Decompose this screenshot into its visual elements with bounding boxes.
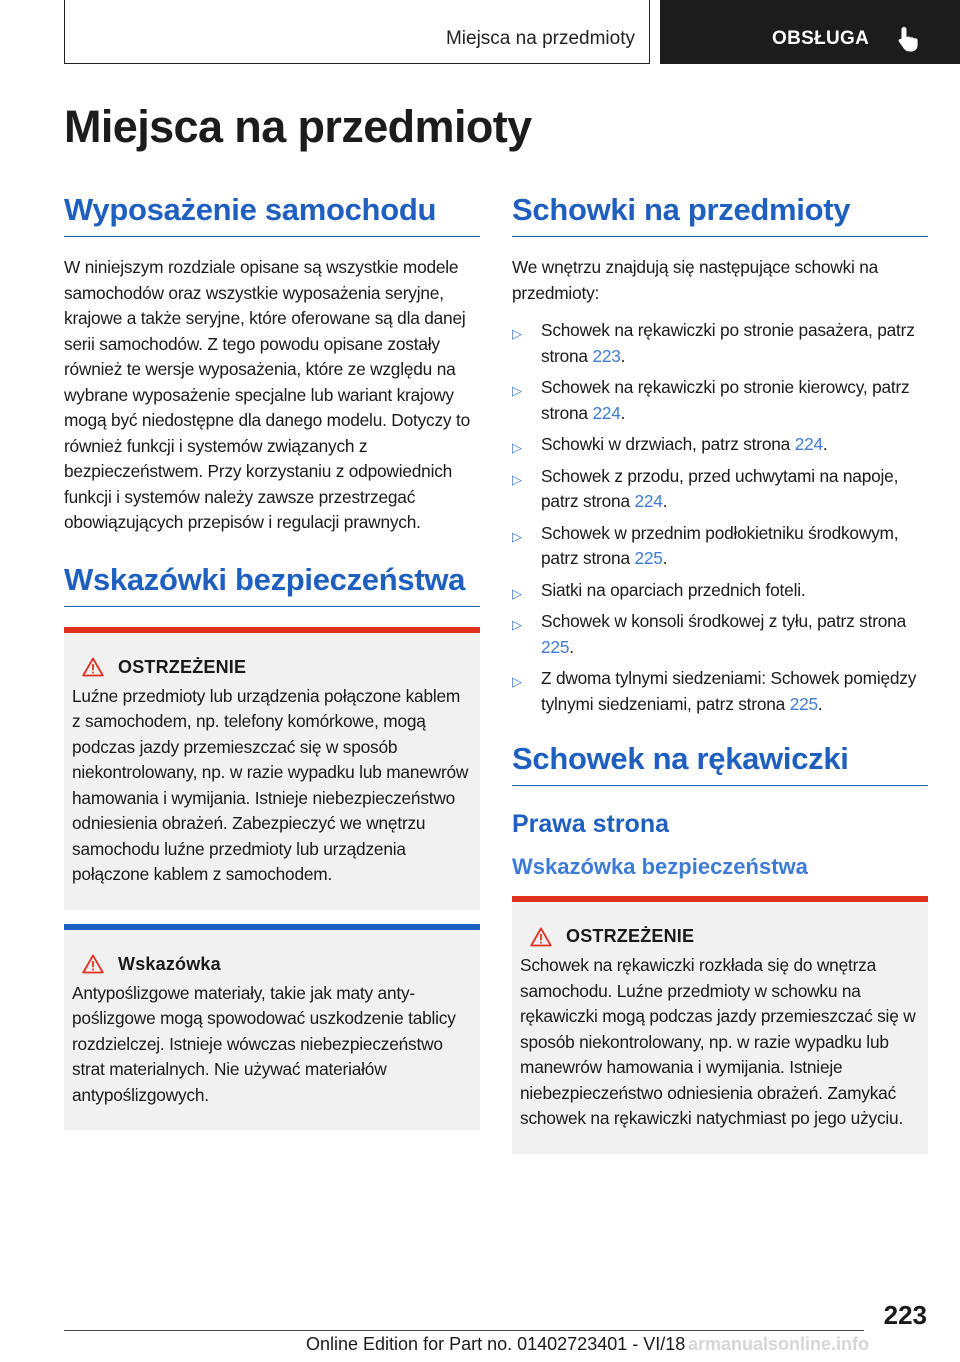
note-title: Wskazówka <box>118 953 221 974</box>
list-item: ▷ Schowki w drzwiach, patrz strona 224. <box>512 432 928 458</box>
heading-safety-notes: Wskazówki bezpieczeństwa <box>64 560 480 607</box>
equipment-intro-text: W niniejszym rozdziale opisane są wszystkie modele samochodów oraz wszystkie wyposażenia seryjne, krajowe a także seryjne, które oferowane są dla danej serii samochodów. Z tego powodu opisane zostały również te wersje wyposażenia, które ze względu na wybrane wyposażenie specjalne lub wariant krajowy mogą być niedostępne dla danego modelu. Dotyczy to również funkcji i systemów związanych z bezpieczeństwem. Przy korzystaniu z odpowiednich funkcji i systemów należy zawsze przestrzegać obowiązujących przepisów i regulacji prawnych. <box>64 257 470 532</box>
list-item: ▷ Siatki na oparciach przednich foteli. <box>512 578 928 604</box>
page-reference-link[interactable]: 224 <box>794 434 823 454</box>
footer-edition-text: Online Edition for Part no. 01402723401 - VI/18 <box>306 1334 686 1354</box>
page-reference-link[interactable]: 225 <box>541 636 570 657</box>
heading-glove-box: Schowek na rękawiczki <box>512 739 928 786</box>
chapter-tab[interactable] <box>660 0 960 64</box>
header-section-title: Miejsca na przedmioty <box>445 28 635 49</box>
header-section-box <box>64 0 650 64</box>
page-reference-link[interactable]: 225 <box>789 693 818 714</box>
watermark: armanualsonline.info <box>688 1334 870 1354</box>
page-number: 223 <box>883 1300 927 1330</box>
footer-divider <box>64 1330 864 1331</box>
list-item: ▷ Schowek w konsoli środkowej z tyłu, patrz strona 225. <box>512 611 906 657</box>
page-title: Miejsca na przedmioty <box>64 101 532 152</box>
storage-intro-text: We wnętrzu znajdują się następujące schowki na przedmioty: <box>512 257 879 303</box>
page-reference-link[interactable]: 225 <box>634 548 663 568</box>
triangle-bullet-icon: ▷ <box>512 471 522 487</box>
warning-title: OSTRZEŻENIE <box>118 656 247 677</box>
triangle-bullet-icon: ▷ <box>512 326 522 341</box>
chapter-tab-label: OBSŁUGA <box>772 28 870 49</box>
note-box <box>64 924 480 1131</box>
page-reference-link[interactable]: 224 <box>592 402 621 423</box>
glovebox-warning-title: OSTRZEŻENIE <box>566 926 695 946</box>
triangle-bullet-icon: ▷ <box>512 674 522 689</box>
heading-right-side: Prawa strona <box>512 810 670 838</box>
warning-triangle-icon <box>82 657 104 677</box>
storage-list <box>512 318 928 717</box>
page-reference-link[interactable]: 224 <box>634 491 663 511</box>
list-item: ▷ Schowek z przodu, przed uchwytami na napoje, patrz strona 224. <box>512 465 899 511</box>
warning-box <box>64 627 480 910</box>
triangle-bullet-icon: ▷ <box>512 440 522 455</box>
triangle-bullet-icon: ▷ <box>512 617 522 632</box>
warning-text: Luźne przedmioty lub urządzenia połączone kablem z samochodem, np. telefony komórkowe, mogą podczas jazdy przemieszczać się w sposób niekontrolowany, np. w razie wypadku lub manewrów hamowania i wymijania. Istnieje niebezpieczeństwo odniesienia obrażeń. Zabezpieczyć we wnętrzu samochodu luźne przedmioty lub urządzenia połączone kablem z samochodem. <box>72 685 469 884</box>
page-reference-link[interactable]: 223 <box>592 345 621 366</box>
triangle-bullet-icon: ▷ <box>512 383 522 398</box>
list-item: ▷ Schowek na rękawiczki po stronie pasażera, patrz strona 223. <box>512 320 915 366</box>
right-column <box>512 190 928 1154</box>
triangle-bullet-icon: ▷ <box>512 585 522 601</box>
triangle-bullet-icon: ▷ <box>512 528 522 544</box>
glovebox-warning-box <box>512 896 928 1154</box>
heading-safety-note: Wskazówka bezpieczeństwa <box>512 854 808 879</box>
heading-storage-compartments: Schowki na przedmioty <box>512 190 928 237</box>
glovebox-warning-text: Schowek na rękawiczki rozkłada się do wnętrza samochodu. Luźne przedmioty w schowku na rękawiczki mogą podczas jazdy przemieszczać się w sposób niekontrolowany, np. w razie wypadku lub manewrów hamowania i wymijania. Istnieje niebezpieczeństwo odniesienia obrażeń. Zamykać schowek na rękawiczki natychmiast po jego użyciu. <box>520 955 916 1128</box>
heading-equipment: Wyposażenie samochodu <box>64 190 480 237</box>
warning-triangle-icon <box>530 927 552 947</box>
note-text: Antypoślizgowe materiały, takie jak maty antypoślizgowe mogą spowodować uszkodzenie tablicy rozdzielczej. Istnieje wówczas niebezpieczeństwo strat materialnych. Nie używać materiałów antypoślizgowych. <box>72 982 456 1105</box>
list-item: ▷ Z dwoma tylnymi siedzeniami: Schowek pomiędzy tylnymi siedzeniami, patrz strona 225. <box>512 668 917 714</box>
hand-pointer-icon <box>896 25 920 53</box>
list-item: ▷ Schowek na rękawiczki po stronie kierowcy, patrz strona 224. <box>512 377 910 423</box>
left-column <box>64 190 480 1130</box>
list-item: ▷ Schowek w przednim podłokietniku środkowym, patrz strona 225. <box>512 522 899 568</box>
warning-triangle-icon <box>82 954 104 974</box>
